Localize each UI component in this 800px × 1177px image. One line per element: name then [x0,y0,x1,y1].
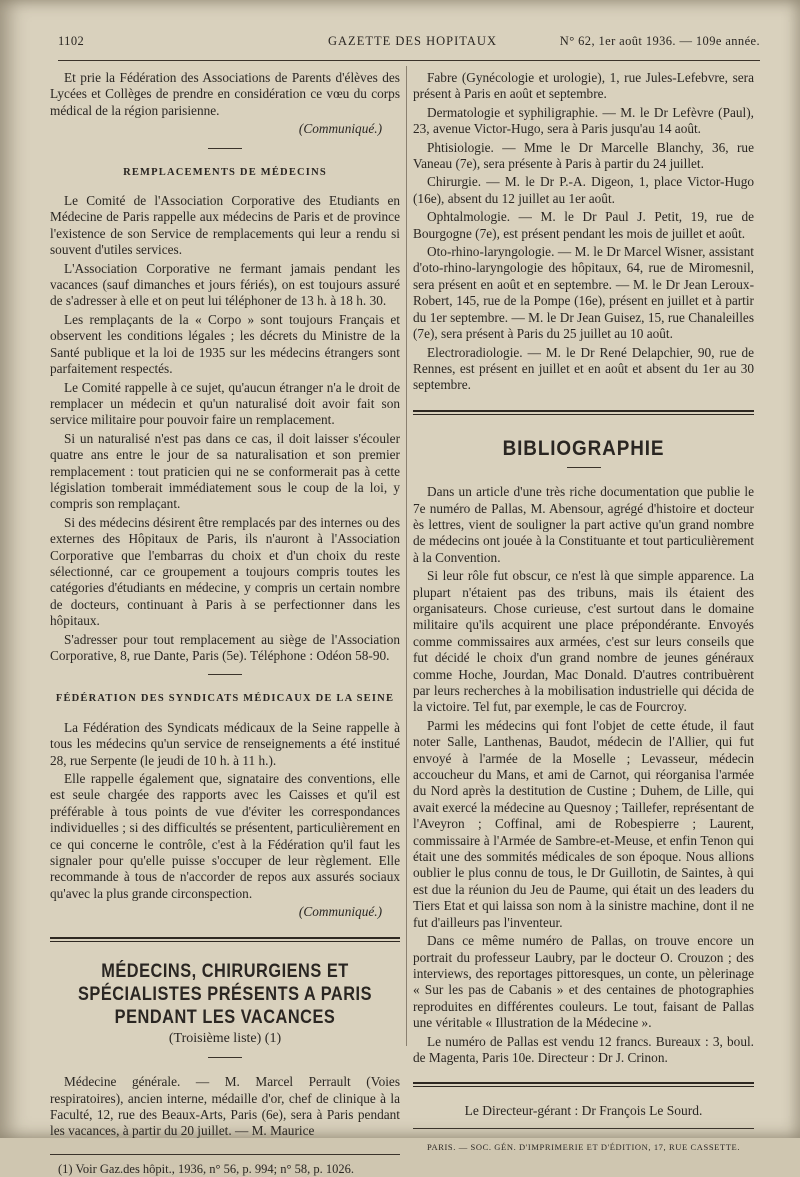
intro-paragraph: Et prie la Fédération des Associations de Parents d'élèves des Lycées et Collèges de prendre en considération ce vœu du corps médical de la région parisienne. [50,70,400,118]
sec2-signature: (Communiqué.) [298,904,382,920]
section-rule [208,674,242,675]
section-subtitle: (Troisième liste) (1) [168,1030,282,1046]
sec1-paragraph: Le Comité de l'Association Corporative des Etudiants en Médecine de Paris rappelle aux médecins de Paris et de province l'existence de son Service de remplacements qui leur a rendu si souvent d'utiles services. [50,193,400,258]
biblio-paragraph: Si leur rôle fut obscur, ce n'est là que simple apparence. La plupart n'étaient pas des tribuns, mais ils étaient des organisateurs. Chose curieuse, c'est surtout dans le domaine militaire qu'ils acquirent une place prépondérante. Envoyés comme commissaires aux armées, c'est sur leurs conseils que fut décidé le choix d'un grand nombre de jeunes généraux comme Hoche, Jourdan, Mac Donald. D'autres contribuèrent par leurs recherches à la mobilisation industrielle qui décida de la victoire. Tel fut, par exemple, le cas de Fourcroy. [413,568,754,715]
intro-signature: (Communiqué.) [298,121,382,137]
sec1-paragraph: Si un naturalisé n'est pas dans ce cas, il doit laisser s'écouler quatre ans entre le jour de sa naturalisation et son premier remplacement : tout praticien qui ne se conformerait pas à cette législation tomberait immédiatement sous le coup de la loi, y compris son remplaçant. [50,430,400,512]
right-column [413,70,754,1155]
double-rule [413,1082,754,1087]
biblio-paragraph: Le numéro de Pallas est vendu 12 francs. Bureaux : 3, boul. de Magenta, Paris 10e. Directeur : Dr J. Crinon. [413,1033,754,1065]
section-rule [208,1057,242,1058]
biblio-paragraph: Dans ce même numéro de Pallas, on trouve encore un portrait du professeur Laubry, par le docteur O. Crouzon ; des interviews, des reportages pittoresques, un conte, un pèlerinage « Sur les pas de Cabanis » et des centaines de photographies reproduites en différentes couleurs. Le tout, faisant de Pallas une véritable « Illustration de la Médecine ». [413,933,754,1031]
section-title-federation: FÉDÉRATION DES SYNDICATS MÉDICAUX DE LA SEINE [55,693,395,705]
page-number: 1102 [58,34,85,48]
specialist-entry: Fabre (Gynécologie et urologie), 1, rue Jules-Lefebvre, sera présent à Paris en août et septembre. [413,70,754,102]
printer-line: PARIS. — SOC. GÉN. D'IMPRIMERIE ET D'ÉDITION, 17, RUE CASSETTE. [426,1141,741,1152]
footnote-rule [50,1154,400,1155]
issue-info: N° 62, 1er août 1936. — 109e année. [559,34,760,48]
sec1-paragraph: Si des médecins désirent être remplacés par des internes ou des externes des Hôpitaux de Paris, ils n'auront à l'Association Corporative que l'embarras du choix et d'un choix du reste sélectionné, car ce groupement a toujours compris toutes les catégories d'étudiants en médecine, y compris un certain nombre de docteurs, continuant à Paris à se perfectionner dans les hôpitaux. [50,514,400,629]
section-title-bibliographie: BIBLIOGRAPHIE [502,436,665,460]
left-column [50,70,400,1177]
sec1-paragraph: L'Association Corporative ne fermant jamais pendant les vacances (sauf dimanches et jours fériés), on est toujours assuré de s'adresser à elle et on peut lui téléphoner de 13 h. à 18 h. 30. [50,260,400,309]
section-rule [567,467,601,468]
thin-rule [413,1128,754,1129]
specialist-entry: Dermatologie et syphiligraphie. — M. le Dr Lefèvre (Paul), 23, avenue Victor-Hugo, sera à Paris jusqu'au 14 août. [413,104,754,137]
specialist-entry: Electroradiologie. — M. le Dr René Delapchier, 90, rue de Rennes, est présent en juillet et en août et absent du 1er au 30 septembre. [413,344,754,393]
header-rule [58,60,760,61]
double-rule [413,410,754,415]
sec1-paragraph: Le Comité rappelle à ce sujet, qu'aucun étranger n'a le droit de remplacer un médecin et qu'un naturalisé doit avoir fait son service militaire pour pouvoir faire un remplacement. [50,379,400,428]
sec3-paragraph: Médecine générale. — M. Marcel Perrault (Voies respiratoires), ancien interne, médaille d'or, chef de clinique à la Faculté, 12, rue des Beaux-Arts, Paris (6e), sera à Paris pendant les vacances, à partir du 20 juillet. — M. Maurice [50,1074,400,1139]
section-rule [208,148,242,149]
column-divider [406,66,407,1046]
section-title-remplacements: REMPLACEMENTS DE MÉDECINS [123,166,327,178]
specialist-entry: Oto-rhino-laryngologie. — M. le Dr Marcel Wisner, assistant d'oto-rhino-laryngologie des hôpitaux, 64, rue de Miromesnil, sera présent en août et en septembre. — M. le Dr Jean Leroux-Robert, 145, rue de la Pompe (16e), présent en juillet et à partir du 1er septembre. — M. le Dr Jean Guisez, 15, rue Chanaleilles (7e), sera présent à Paris du 25 juillet au 10 août. [413,244,754,342]
footnote: (1) Voir Gaz.des hôpit., 1936, n° 56, p. 994; n° 58, p. 1026. [58,1161,354,1176]
director-line: Le Directeur-gérant : Dr François Le Sourd. [464,1103,703,1119]
biblio-paragraph: Dans un article d'une très riche documentation que publie le 7e numéro de Pallas, M. Abensour, agrégé d'histoire et docteur ès lettres, vient de souligner la part active qu'un grand nombre de médecins ont jouée à la Constituante et tout particulièrement à la Convention. [413,484,754,565]
biblio-paragraph: Parmi les médecins qui font l'objet de cette étude, il faut noter Salle, Lanthenas, Baudot, médecin de l'Allier, qui fut envoyé à l'armée de la Moselle ; Levasseur, médecin accoucheur du Mans, et ami de Carnot, qui réorganisa l'armée du Nord après la destitution de Custine ; Duhem, de Lille, qui avait exercé la médecine au Quesnoy ; Taillefer, représentant de l'Aveyron ; Coffinal, ami de Robespierre ; Laurent, commissaire à l'Armée de Sambre-et-Meuse, et enfin Tenon qui était une des sommités médicales de son époque. Nous allions oublier le plus connu de tous, le Dr Guillotin, de Saintes, à qui est due la réunion du Jeu de Paume, qui était un des leaders du Tiers Etat et qui laissa son nom à la sinistre machine, dont il ne fut d'ailleurs pas l'inventeur. [413,717,754,930]
section-title-presents: MÉDECINS, CHIRURGIENS ET SPÉCIALISTES PRÉSENTS A PARIS PENDANT LES VACANCES [77,960,373,1028]
double-rule [50,937,400,942]
sec1-paragraph: S'adresser pour tout remplacement au siège de l'Association Corporative, 8, rue Dante, Paris (5e). Téléphone : Odéon 58-90. [50,631,400,663]
publication-title: GAZETTE DES HOPITAUX [328,34,497,48]
sec2-paragraph: Elle rappelle également que, signataire des conventions, elle est seule chargée des rapports avec les Caisses et qu'il est préférable à tous points de vue d'éviter les correspondances individuelles ; si des difficultés se présentent, particulièrement en ce qui concerne le contrôle, c'est à la Fédération qu'il faut les signaler pour qu'elle puisse s'occuper de leur règlement. Elle recommande à tous de n'accorder de repos aux assurés sociaux qu'avec la plus grande circonspection. [50,771,400,901]
specialist-entry: Chirurgie. — M. le Dr P.-A. Digeon, 1, place Victor-Hugo (16e), absent du 12 juillet au 1er août. [413,174,754,206]
specialist-entry: Phtisiologie. — Mme le Dr Marcelle Blanchy, 36, rue Vaneau (7e), sera présente à Paris à partir du 24 juillet. [413,139,754,172]
sec2-paragraph: La Fédération des Syndicats médicaux de la Seine rappelle à tous les médecins qu'un service de renseignements a été institué 28, rue Serpente (le jeudi de 10 h. à 11 h.). [50,719,400,768]
sec1-paragraph: Les remplaçants de la « Corpo » sont toujours Français et observent les conditions légales ; les décrets du Ministre de la Santé publique et la loi de 1935 sur les médecins étrangers sont parfaitement respectés. [50,311,400,377]
page-header [58,34,760,54]
specialist-entry: Ophtalmologie. — M. le Dr Paul J. Petit, 19, rue de Bourgogne (7e), est présent pendant les mois de juillet et août. [413,209,754,241]
